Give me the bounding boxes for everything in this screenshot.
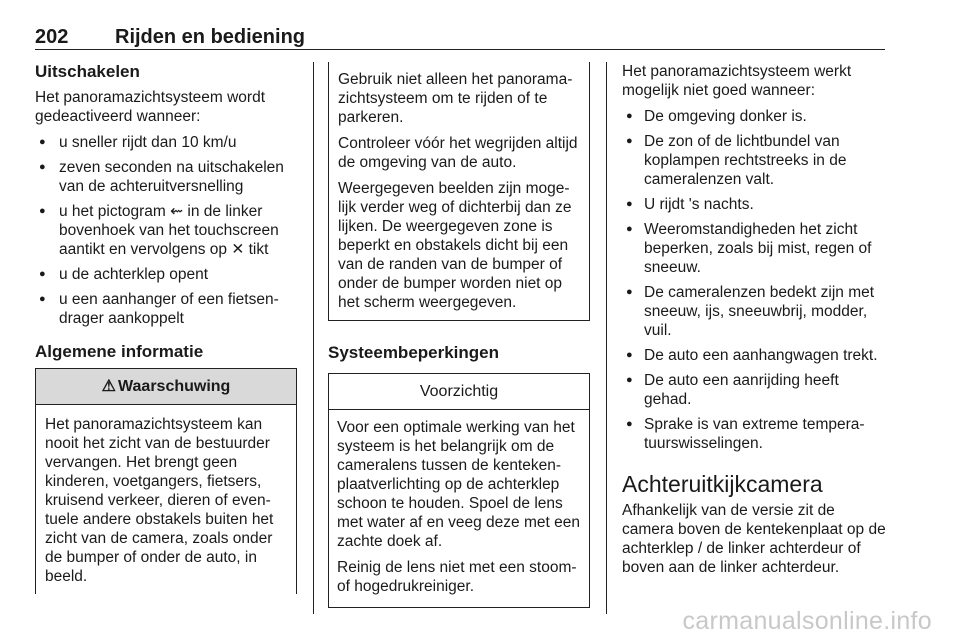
list-item: ● Sprake is van extreme tempera-tuurswisselingen.	[622, 415, 888, 453]
warning-header	[36, 369, 296, 405]
box-paragraph: Gebruik niet alleen het panorama-zichtsysteem om te rijden of te parkeren.	[338, 71, 573, 126]
list-item: ● De zon of de lichtbundel van koplampen rechtstreeks in de cameralenzen valt.	[622, 132, 888, 189]
heading-achteruitkijkcamera: Achteruitkijkcamera	[622, 471, 823, 497]
box-paragraph: Controleer vóór het wegrijden altijd de omgeving van de auto.	[338, 135, 578, 171]
warning-triangle-icon: ⚠	[101, 378, 117, 395]
caution-paragraph: Voor een optimale werking van het systeem is het belangrijk om de cameralens tussen de kenteken-plaatverlichting op de achterklep schoon te houden. Spoel de lens met water af en veeg deze met een zachte doek af.	[337, 419, 580, 550]
list-item: ● De cameralenzen bedekt zijn met sneeuw, ijs, sneeuwbrij, modder, vuil.	[622, 283, 888, 340]
box-paragraph: Weergegeven beelden zijn moge-lijk verder weg of dichterbij dan ze lijken. De weergegeven zone is beperkt en obstakels dicht bij een van de randen van de bumper of onder de bumper worden niet op het scherm weergegeven.	[338, 180, 572, 311]
list-item: ● zeven seconden na uitschakelen van de achteruitversnelling	[35, 158, 297, 196]
list-item: ● Weeromstandigheden het zicht beperken, zoals bij mist, regen of sneeuw.	[622, 220, 888, 277]
caution-title: Voorzichtig	[329, 374, 589, 410]
section-title: Rijden en bediening	[115, 26, 306, 48]
column-divider	[313, 62, 314, 614]
warning-title: Waarschuwing	[118, 378, 231, 395]
list-item: ● u een aanhanger of een fietsen-drager aankoppelt	[35, 290, 297, 328]
intro-text: Het panoramazichtsysteem wordt gedeactiveerd wanneer:	[35, 89, 266, 125]
limitations-list	[622, 107, 888, 453]
list-item: ● u sneller rijdt dan 10 km/u	[35, 133, 297, 152]
list-item: ● De omgeving donker is.	[622, 107, 888, 126]
deactivation-list	[35, 133, 297, 328]
page-header	[35, 16, 885, 50]
heading-systeembeperkingen: Systeembeperkingen	[328, 343, 500, 362]
page-number: 202	[35, 26, 69, 48]
list-item: ● u het pictogram ⇜ in de linker bovenhoek van het touchscreen aantikt en vervolgens op ✕ tikt	[35, 202, 297, 259]
list-item: ● De auto een aanrijding heeft gehad.	[622, 371, 888, 409]
watermark: carmanualsonline.info	[682, 607, 932, 635]
camera-paragraph: Afhankelijk van de versie zit de camera boven de kentekenplaat op de achterklep / de linker achterdeur of boven aan de linker achterdeur.	[622, 502, 886, 576]
column-2	[328, 62, 590, 608]
caution-box	[328, 373, 590, 608]
column-3	[622, 62, 888, 584]
list-item: ● U rijdt 's nachts.	[622, 195, 888, 214]
heading-algemene-informatie: Algemene informatie	[35, 342, 204, 361]
intro-text: Het panoramazichtsysteem werkt mogelijk niet goed wanneer:	[622, 63, 852, 99]
warning-box	[35, 368, 297, 594]
warning-continuation-box	[328, 62, 590, 321]
list-item: ● u de achterklep opent	[35, 265, 297, 284]
caution-body	[329, 410, 589, 607]
heading-uitschakelen: Uitschakelen	[35, 62, 140, 81]
warning-body: Het panoramazichtsysteem kan nooit het zicht van de bestuurder vervangen. Het brengt geen kinderen, voetgangers, fietsers, kruisend verkeer, dieren of even-tuele andere obstakels buiten het zicht van de camera, zoals onder de bumper of onder de auto, in beeld.	[45, 416, 274, 585]
caution-paragraph: Reinig de lens niet met een stoom- of hogedrukreiniger.	[337, 559, 577, 595]
list-item: ● De auto een aanhangwagen trekt.	[622, 346, 888, 365]
column-divider	[606, 62, 607, 614]
column-1	[35, 62, 297, 594]
